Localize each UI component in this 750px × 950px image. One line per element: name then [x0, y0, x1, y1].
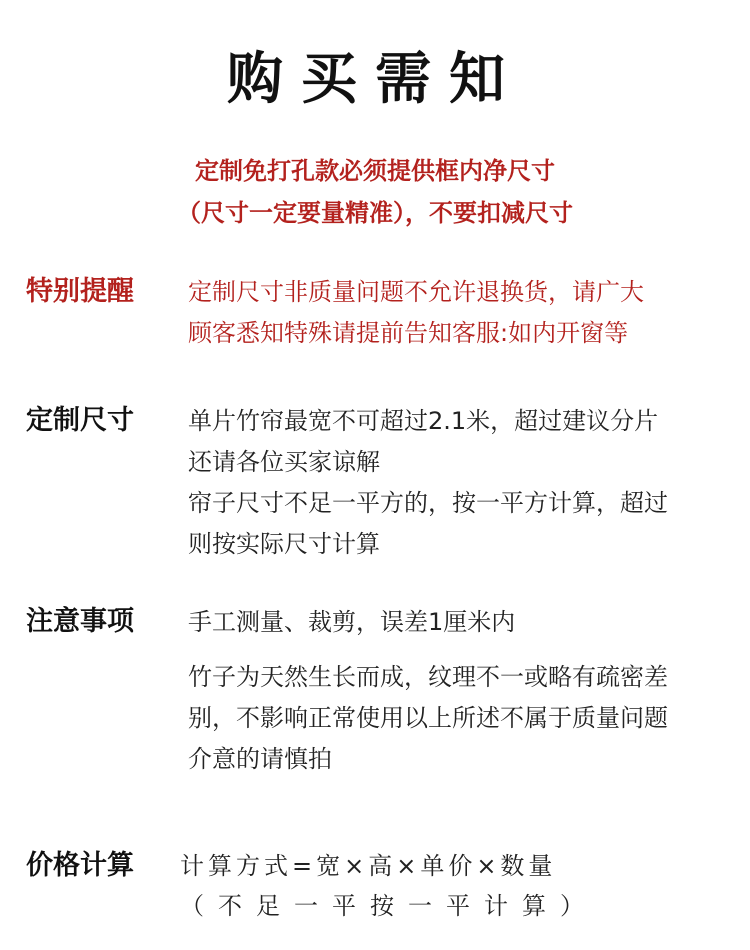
text-line: 帘子尺寸不足一平方的，按一平方计算，超过 — [188, 489, 668, 517]
text-line: 顾客悉知特殊请提前告知客服:如内开窗等 — [188, 319, 629, 347]
formula-note: （不足一平按一平计算） — [180, 892, 598, 920]
text-line: 竹子为天然生长而成，纹理不一或略有疏密差 — [188, 663, 668, 691]
custom-notice — [0, 150, 750, 234]
text-line: 手工测量、裁剪，误差1厘米内 — [188, 608, 516, 636]
section-label: 定制尺寸 — [26, 405, 134, 436]
notice-line-1: 定制免打孔款必须提供框内净尺寸 — [195, 157, 555, 185]
text-line: 还请各位买家谅解 — [188, 448, 380, 476]
spacer — [188, 643, 728, 657]
section-label: 注意事项 — [26, 606, 134, 637]
section-body — [188, 272, 728, 354]
section-label: 特别提醒 — [26, 276, 134, 307]
text-line: 定制尺寸非质量问题不允许退换货，请广大 — [188, 278, 644, 306]
notice-line-2: （尺寸一定要量精准），不要扣减尺寸 — [177, 199, 573, 227]
text-line: 则按实际尺寸计算 — [188, 530, 380, 558]
text-line: 别，不影响正常使用以上所述不属于质量问题 — [188, 704, 668, 732]
section-body — [188, 602, 728, 780]
section-body — [188, 401, 728, 565]
text-line: 介意的请慎拍 — [188, 745, 332, 773]
text-line: 单片竹帘最宽不可超过2.1米，超过建议分片 — [188, 407, 659, 435]
formula-text: 计算方式=宽×高×单价×数量 — [180, 852, 557, 880]
page-title: 购买需知 — [227, 47, 523, 112]
section-label: 价格计算 — [26, 850, 134, 881]
price-formula — [180, 846, 598, 926]
